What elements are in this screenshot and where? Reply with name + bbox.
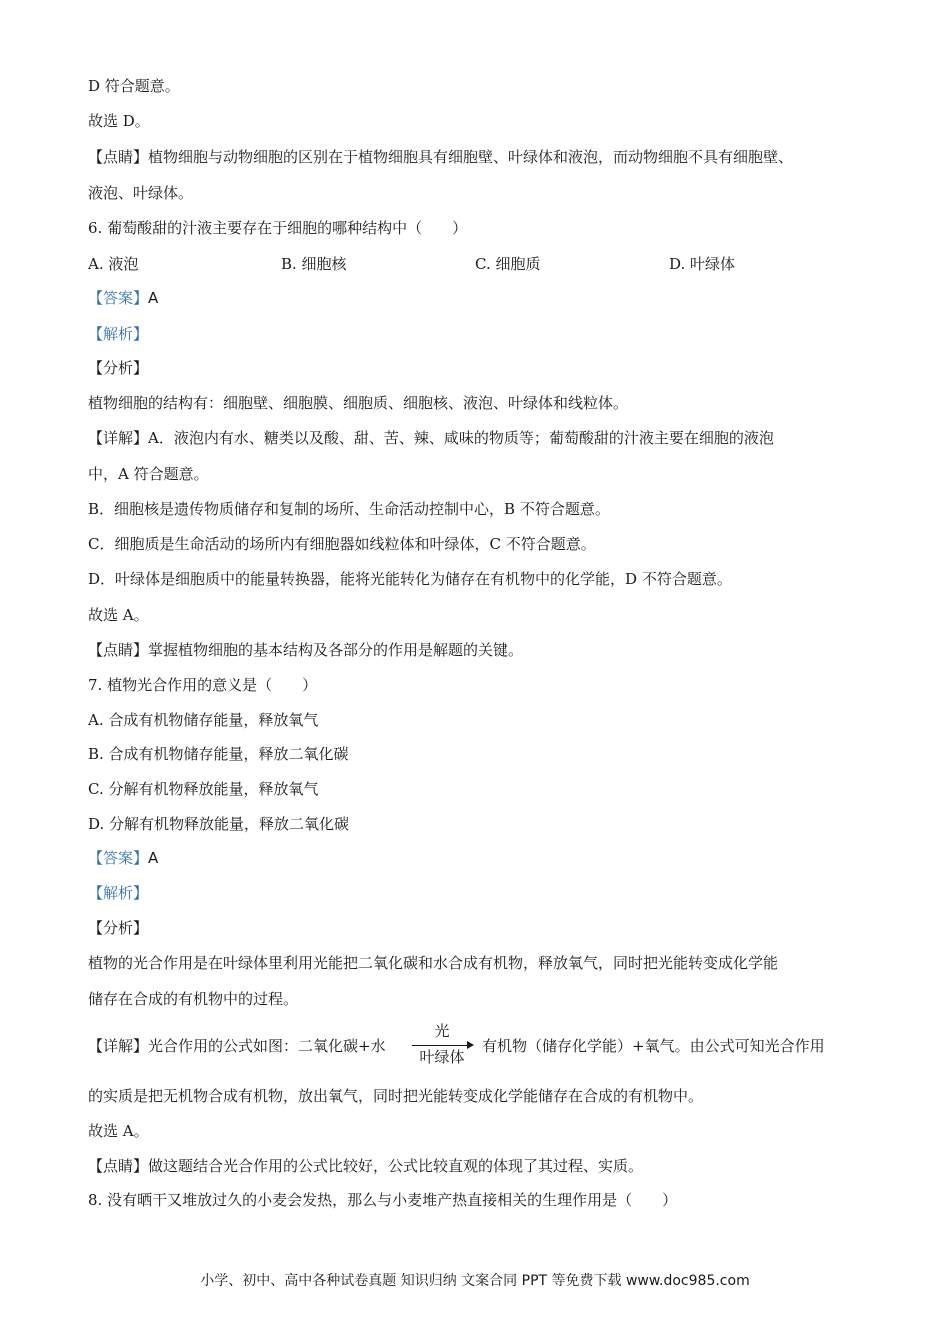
q6-dianjing: 【点睛】掌握植物细胞的基本结构及各部分的作用是解题的关键。	[88, 641, 524, 659]
question-8: 8. 没有晒干又堆放过久的小麦会发热，那么与小麦堆产热直接相关的生理作用是（ ）	[88, 1191, 678, 1209]
q6-choose: 故选 A。	[88, 606, 149, 624]
reaction-arrow	[412, 1022, 472, 1072]
page-footer: 小学、初中、高中各种试卷真题 知识归纳 文案合同 PPT 等免费下载 www.doc985.com	[200, 1273, 750, 1289]
q7-choose: 故选 A。	[88, 1122, 149, 1140]
q6-fenxi-tag: 【分析】	[88, 359, 149, 377]
q6-jiexi-tag: 【解析】	[88, 325, 149, 343]
question-6: 6. 葡萄酸甜的汁液主要存在于细胞的哪种结构中（ ）	[88, 219, 468, 237]
q6-option-a: A. 液泡	[88, 255, 139, 273]
q7-fenxi-text: 储存在合成的有机物中的过程。	[88, 990, 299, 1008]
formula-right: 有机物（储存化学能）+氧气。由公式可知光合作用	[482, 1037, 825, 1055]
dianjing-line: 【点睛】植物细胞与动物细胞的区别在于植物细胞具有细胞壁、叶绿体和液泡，而动物细胞不具有细胞壁、	[88, 148, 794, 166]
q7-fenxi-tag: 【分析】	[88, 919, 149, 937]
text-line: 液泡、叶绿体。	[88, 184, 194, 202]
q7-option-b: B. 合成有机物储存能量，释放二氧化碳	[88, 745, 349, 763]
q6-detail: 【详解】A．液泡内有水、糖类以及酸、甜、苦、辣、咸味的物质等；葡萄酸甜的汁液主要在细胞的液泡	[88, 429, 774, 447]
answer-value: A	[148, 849, 159, 867]
formula-left: 【详解】光合作用的公式如图：二氧化碳+水	[88, 1037, 386, 1055]
q6-detail: B．细胞核是遗传物质储存和复制的场所、生命活动控制中心，B 不符合题意。	[88, 500, 610, 518]
arrow-condition-light: 光	[434, 1022, 450, 1040]
q7-dianjing: 【点睛】做这题结合光合作用的公式比较好，公式比较直观的体现了其过程、实质。	[88, 1157, 644, 1175]
q7-detail: 的实质是把无机物合成有机物，放出氧气，同时把光能转变成化学能储存在合成的有机物中。	[88, 1087, 704, 1105]
q7-fenxi-text: 植物的光合作用是在叶绿体里利用光能把二氧化碳和水合成有机物，释放氧气，同时把光能转变成化学能	[88, 954, 779, 972]
q7-option-c: C. 分解有机物释放能量，释放氧气	[88, 780, 319, 798]
q6-fenxi-text: 植物细胞的结构有：细胞壁、细胞膜、细胞质、细胞核、液泡、叶绿体和线粒体。	[88, 394, 629, 412]
q7-answer	[88, 848, 158, 868]
q6-detail: 中，A 符合题意。	[88, 465, 209, 483]
q6-option-b: B. 细胞核	[281, 255, 347, 273]
q6-answer	[88, 288, 158, 308]
arrow-line	[412, 1045, 472, 1046]
q7-option-d: D. 分解有机物释放能量，释放二氧化碳	[88, 815, 350, 833]
arrow-condition-chloroplast: 叶绿体	[419, 1048, 465, 1066]
q6-option-c: C. 细胞质	[475, 255, 541, 273]
question-7: 7. 植物光合作用的意义是（ ）	[88, 676, 318, 694]
text-line: 故选 D。	[88, 112, 150, 130]
q7-jiexi-tag: 【解析】	[88, 884, 149, 902]
answer-tag: 【答案】	[88, 849, 149, 867]
answer-value: A	[148, 289, 159, 307]
q6-option-d: D. 叶绿体	[669, 255, 736, 273]
answer-tag: 【答案】	[88, 289, 149, 307]
q7-option-a: A. 合成有机物储存能量，释放氧气	[88, 711, 319, 729]
q6-detail: D．叶绿体是细胞质中的能量转换器，能将光能转化为储存在有机物中的化学能，D 不符合题意。	[88, 570, 732, 588]
text-line: D 符合题意。	[88, 77, 180, 95]
q6-detail: C．细胞质是生命活动的场所内有细胞器如线粒体和叶绿体，C 不符合题意。	[88, 535, 596, 553]
